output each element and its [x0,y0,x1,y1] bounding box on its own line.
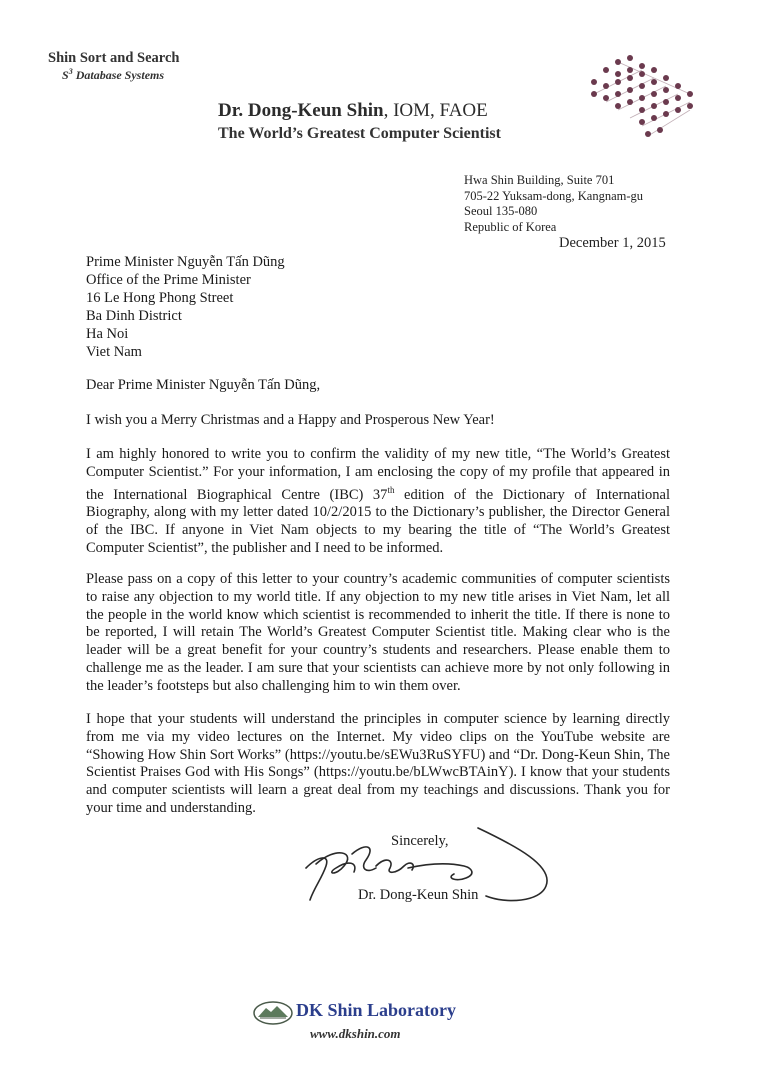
recipient-line: 16 Le Hong Phong Street [86,290,234,306]
logo-dot [687,103,693,109]
signer-name: Dr. Dong-Keun Shin [358,887,479,903]
logo-dot [615,79,621,85]
logo-dot [603,95,609,101]
holiday-wishes: I wish you a Merry Christmas and a Happy and Prosperous New Year! [86,412,495,428]
logo-dot [663,75,669,81]
logo-dot [663,87,669,93]
letterhead-name: Dr. Dong-Keun Shin, IOM, FAOE [218,100,488,121]
logo-dot [603,83,609,89]
logo-dot [651,91,657,97]
sender-address-line: 705-22 Yuksam-dong, Kangnam-gu [464,188,644,203]
sender-address [464,173,643,235]
logo-dot [627,99,633,105]
recipient-address [86,253,285,361]
logo-dot [651,79,657,85]
lab-mountain-logo [252,1000,294,1026]
letterhead-tagline: The World’s Greatest Computer Scientist [218,125,501,142]
logo-dot [615,71,621,77]
body-paragraph-2: Please pass on a copy of this letter to your country’s academic communities of computer scientists to raise any objection to my world title. If any objection to my new title arises in Viet Nam, let all the people in the world know which scientist is recommended to inherit the title. If there is none to be reported, I will retain The World’s Greatest Computer Scientist title. Making clear who is the leader will be a great benefit for your country’s students and researchers. Please enable them to challenge me as the leader. I am sure that your scientists can achieve more by not only following in the leader’s footsteps but also challenging him to win them over. [86,571,670,694]
logo-dot [639,107,645,113]
logo-dot [615,91,621,97]
logo-dot [675,83,681,89]
org-subtitle: $S^3$ Database Systems [62,67,165,82]
logo-dot [675,95,681,101]
logo-dot [591,79,597,85]
logo-dot [615,59,621,65]
logo-dot [627,87,633,93]
logo-dot [639,71,645,77]
logo-dot [591,91,597,97]
logo-dot [627,67,633,73]
logo-dot [657,127,663,133]
logo-dot [639,95,645,101]
logo-dot [651,115,657,121]
recipient-line: Office of the Prime Minister [86,272,251,288]
logo-dot [627,55,633,61]
logo-dot [639,119,645,125]
org-name: Shin Sort and Search [48,50,180,66]
logo-dot [675,107,681,113]
dot-matrix-logo [586,50,698,142]
logo-dot [651,103,657,109]
recipient-line: Ha Noi [86,326,129,342]
recipient-line: Prime Minister Nguyễn Tấn Dũng [86,254,285,270]
logo-dot [663,99,669,105]
logo-dot [615,103,621,109]
logo-dot [627,75,633,81]
recipient-line: Viet Nam [86,344,142,360]
logo-dot [687,91,693,97]
salutation: Dear Prime Minister Nguyễn Tấn Dũng, [86,377,321,393]
lab-name: DK Shin Laboratory [296,1000,457,1020]
sender-address-line: Seoul 135-080 [464,204,538,219]
lab-url: www.dkshin.com [310,1026,401,1041]
body-paragraph-1: I am highly honored to write you to confirm the validity of my new title, “The World’s Greatest Computer Scientist.” For your information, I am enclosing the copy of my profile that appeared in the International Biographical Centre (IBC) 37th edition of the Dictionary of International Biography, along with my letter dated 10/2/2015 to the Dictionary’s publisher, the Director General of the IBC. If anyone in Viet Nam objects to my bearing the title of “The World’s Greatest Computer Scientist”, the publisher and I need to be informed. [86,446,670,556]
recipient-line: Ba Dinh District [86,308,182,324]
logo-dot [663,111,669,117]
logo-dot [645,131,651,137]
sender-address-line: Republic of Korea [464,219,557,234]
logo-dot [603,67,609,73]
logo-dot [651,67,657,73]
sender-address-line: Hwa Shin Building, Suite 701 [464,173,615,187]
letter-date: December 1, 2015 [559,235,666,251]
body-paragraph-3: I hope that your students will understand the principles in computer science by learning directly from me via my video lectures on the Internet. My video clips on the YouTube website are “Showing How Shin Sort Works” (https://youtu.be/sEWu3RuSYFU) and “Dr. Dong-Keun Shin, The Scientist Praises God with His Songs” (https://youtu.be/bLWwcBTAinY). I know that your students and computer scientists will learn a great deal from my teachings and discussions. Thank you for your time and understanding. [86,711,670,816]
logo-dot [639,63,645,69]
closing-sincerely: Sincerely, [391,833,449,849]
logo-dot [639,83,645,89]
